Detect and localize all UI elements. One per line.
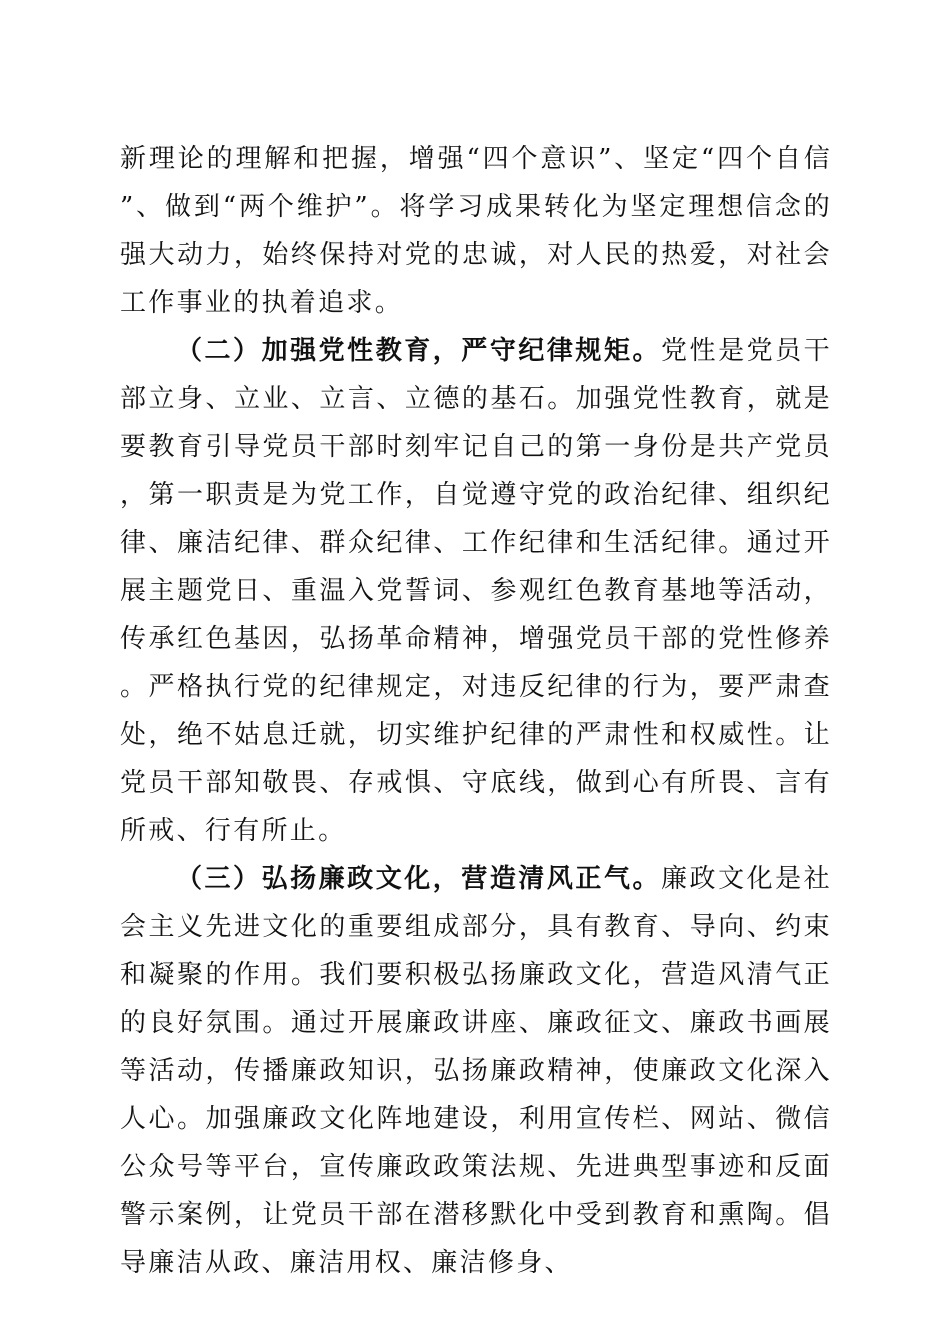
section-heading-2: （二）加强党性教育，严守纪律规矩。	[176, 336, 662, 366]
paragraph-integrity-culture	[120, 855, 832, 1287]
section-heading-3: （三）弘扬廉政文化，营造清风正气。	[176, 864, 662, 894]
paragraph-text: 党性是党员干部立身、立业、立言、立德的基石。加强党性教育，就是要教育引导党员干部时刻牢记自己的第一身份是共产党员，第一职责是为党工作，自觉遵守党的政治纪律、组织纪律、廉洁纪律、群众纪律、工作纪律和生活纪律。通过开展主题党日、重温入党誓词、参观红色教育基地等活动，传承红色基因，弘扬革命精神，增强党员干部的党性修养。严格执行党的纪律规定，对违反纪律的行为，要严肃查处，绝不姑息迁就，切实维护纪律的严肃性和权威性。让党员干部知敬畏、存戒惧、守底线，做到心有所畏、言有所戒、行有所止。	[120, 336, 832, 846]
paragraph-text: 廉政文化是社会主义先进文化的重要组成部分，具有教育、导向、约束和凝聚的作用。我们要积极弘扬廉政文化，营造风清气正的良好氛围。通过开展廉政讲座、廉政征文、廉政书画展等活动，传播廉政知识，弘扬廉政精神，使廉政文化深入人心。加强廉政文化阵地建设，利用宣传栏、网站、微信公众号等平台，宣传廉政政策法规、先进典型事迹和反面警示案例，让党员干部在潜移默化中受到教育和熏陶。倡导廉洁从政、廉洁用权、廉洁修身、	[120, 864, 832, 1278]
paragraph-party-spirit	[120, 327, 832, 855]
paragraph-text: 新理论的理解和把握，增强“四个意识”、坚定“四个自信”、做到“两个维护”。将学习成果转化为坚定理想信念的强大动力，始终保持对党的忠诚，对人民的热爱，对社会工作事业的执着追求。	[120, 144, 832, 318]
document-body	[120, 135, 832, 1287]
paragraph-continuation	[120, 135, 832, 327]
